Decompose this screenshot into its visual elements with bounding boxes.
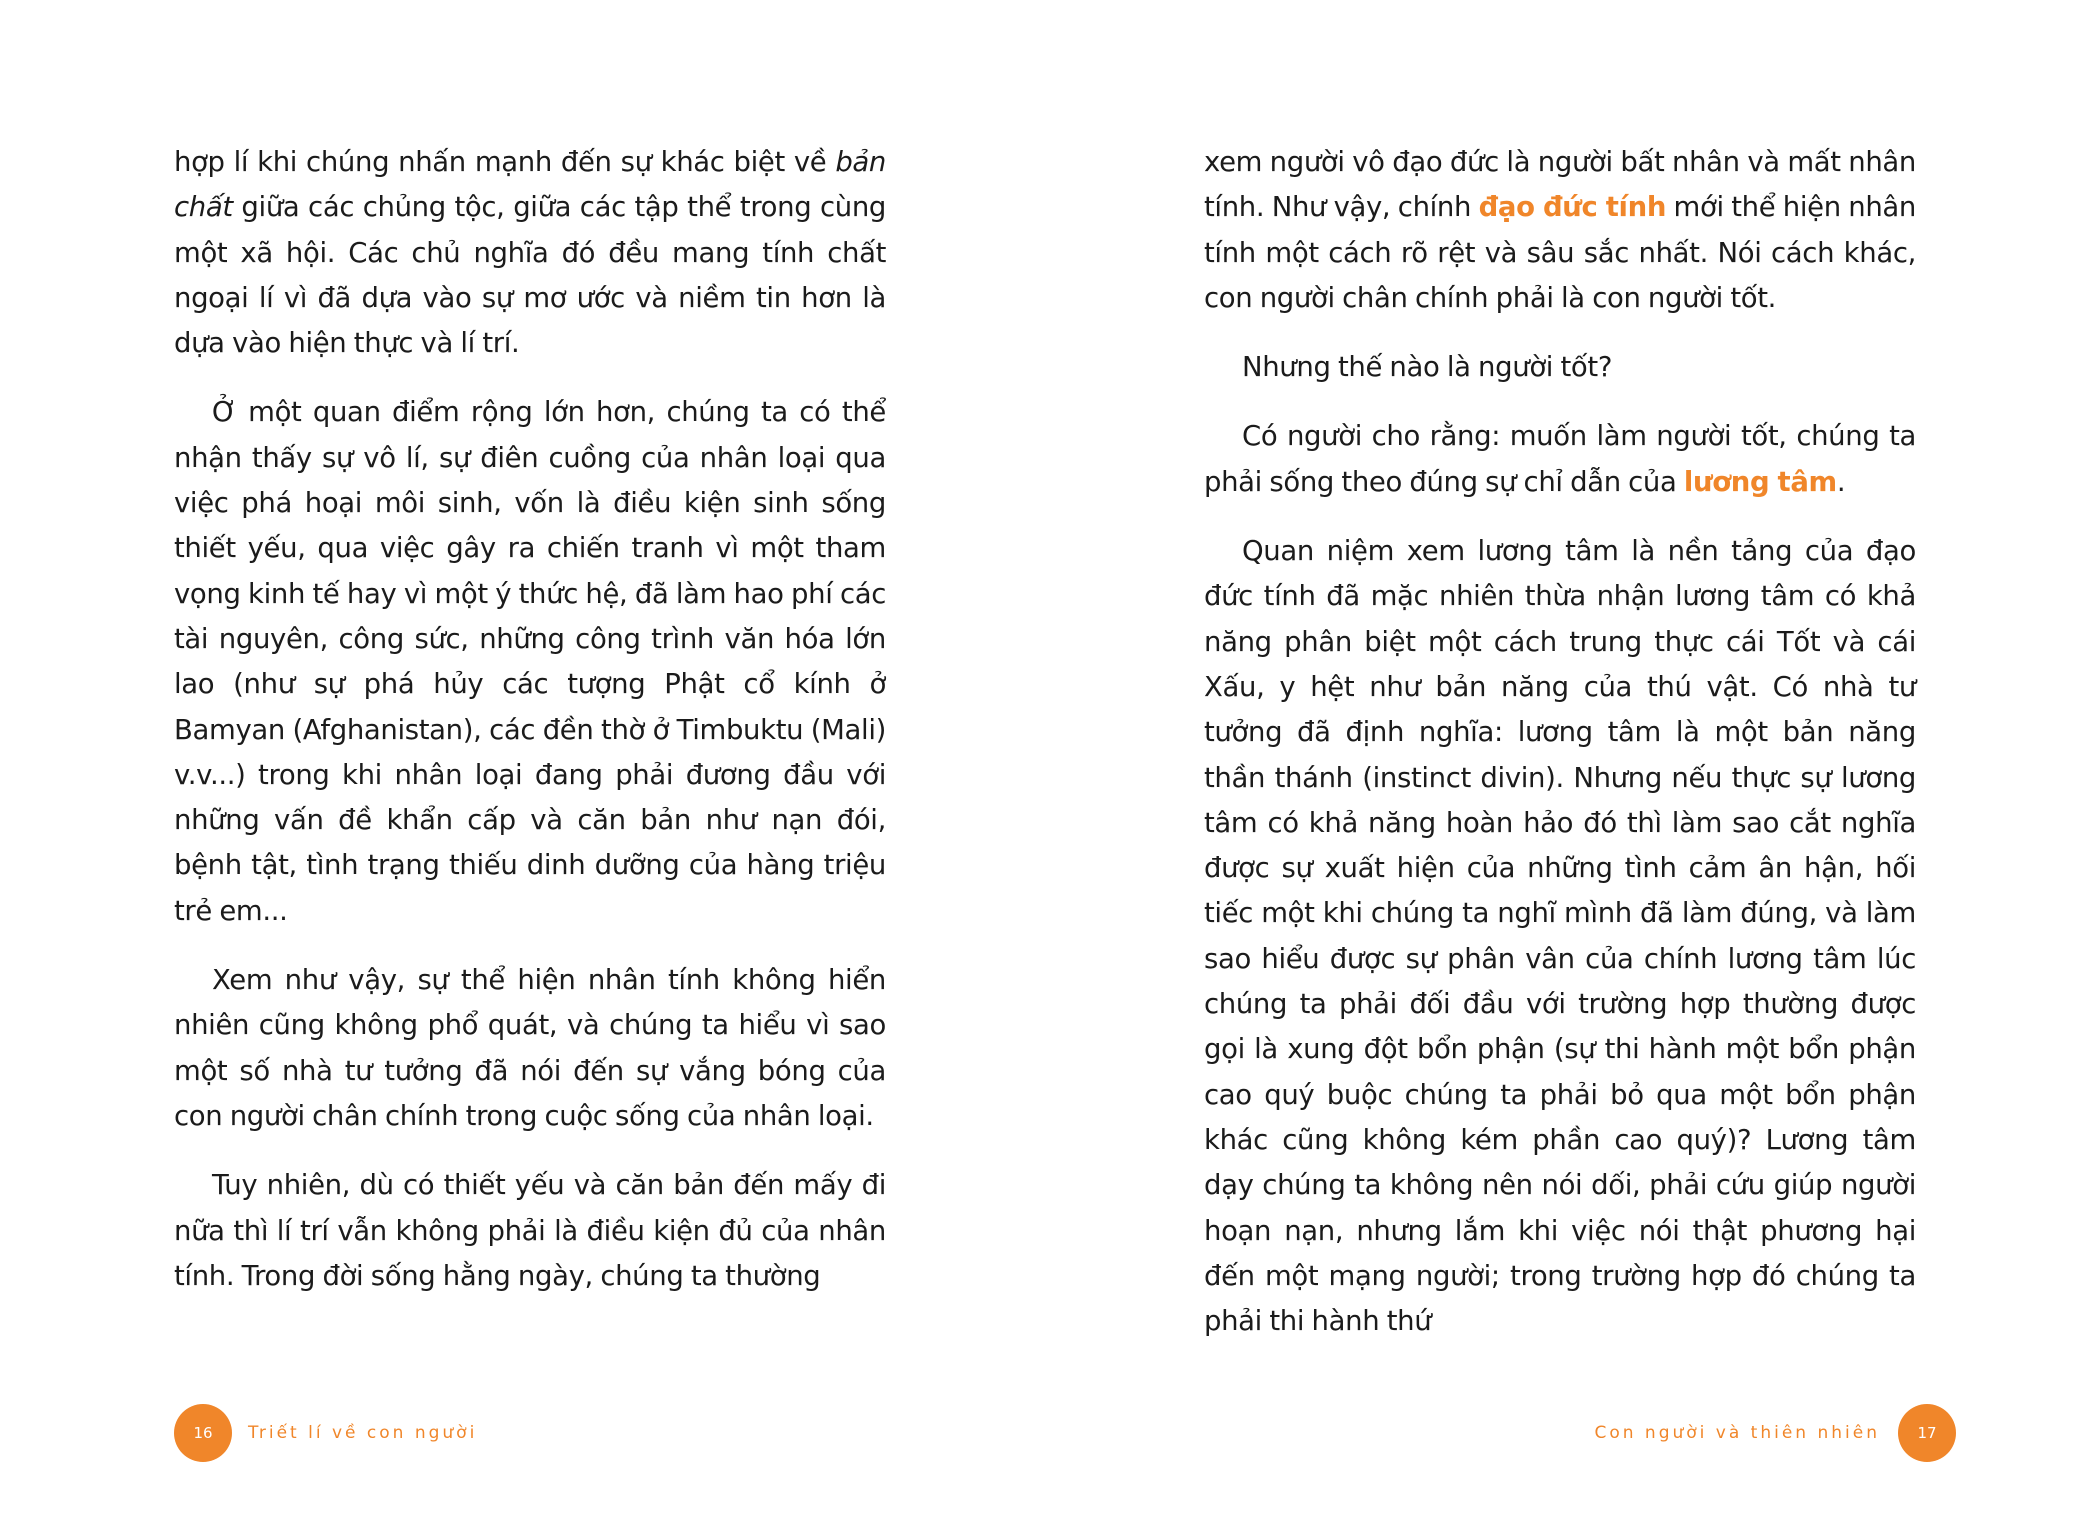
highlighted-term: đạo đức tính	[1478, 191, 1667, 224]
paragraph: Tuy nhiên, dù có thiết yếu và căn bản đến mấy đi nữa thì lí trí vẫn không phải là điều kiện đủ của nhân tính. Trong đời sống hằng ngày, chúng ta thường	[174, 1169, 886, 1292]
text-run: giữa các chủng tộc, giữa các tập thể trong cùng một xã hội. Các chủ nghĩa đó đều mang tính chất ngoại lí vì đã dựa vào sự mơ ước và niềm tin hơn là dựa vào hiện thực và lí trí.	[174, 191, 886, 360]
running-title: Con người và thiên nhiên	[1594, 1423, 1880, 1443]
paragraph: Xem như vậy, sự thể hiện nhân tính không hiển nhiên cũng không phổ quát, và chúng ta hiểu vì sao một số nhà tư tưởng đã nói đến sự vắng bóng của con người chân chính trong cuộc sống của nhân loại.	[174, 964, 886, 1132]
paragraph: Quan niệm xem lương tâm là nền tảng của đạo đức tính đã mặc nhiên thừa nhận lương tâm có khả năng phân biệt một cách trung thực cái Tốt và cái Xấu, y hệt như bản năng của thú vật. Có nhà tư tưởng đã định nghĩa: lương tâm là một bản năng thần thánh (instinct divin). Nhưng nếu thực sự lương tâm có khả năng hoàn hảo đó thì làm sao cắt nghĩa được sự xuất hiện của những tình cảm ân hận, hối tiếc một khi chúng ta nghĩ mình đã làm đúng, và làm sao hiểu được sự phân vân của chính lương tâm lúc chúng ta phải đối đầu với trường hợp thường được gọi là xung đột bổn phận (sự thi hành một bổn phận cao quý buộc chúng ta phải bỏ qua một bổn phận khác cũng không kém phần cao quý)? Lương tâm dạy chúng ta không nên nói dối, phải cứu giúp người hoạn nạn, nhưng lắm khi việc nói thật phương hại đến một mạng người; trong trường hợp đó chúng ta phải thi hành thứ	[1204, 535, 1916, 1338]
text-run: mới thể hiện nhân tính một cách rõ rệt và sâu sắc nhất. Nói cách khác, con người chân chính phải là con người tốt.	[1204, 191, 1917, 314]
paragraph: Nhưng thế nào là người tốt?	[1242, 351, 1613, 384]
page-number-badge: 17	[1898, 1404, 1956, 1462]
text-run: hợp lí khi chúng nhấn mạnh đến sự khác biệt về	[174, 146, 836, 178]
left-page	[0, 0, 1039, 1528]
running-title: Triết lí về con người	[248, 1423, 478, 1443]
paragraph	[1204, 140, 1916, 321]
right-page-footer	[1594, 1404, 1956, 1462]
right-page	[1040, 0, 2079, 1528]
emphasis-text: bản chất	[174, 146, 886, 224]
text-run: Có người cho rằng: muốn làm người tốt, chúng ta phải sống theo đúng sự chỉ dẫn của	[1204, 420, 1916, 498]
paragraph	[174, 140, 886, 366]
page-number-badge: 16	[174, 1404, 232, 1462]
text-run: xem người vô đạo đức là người bất nhân và mất nhân tính. Như vậy, chính	[1204, 146, 1916, 224]
left-page-body	[174, 140, 886, 1323]
paragraph	[1204, 414, 1916, 505]
paragraph: Ở một quan điểm rộng lớn hơn, chúng ta có thể nhận thấy sự vô lí, sự điên cuồng của nhân loại qua việc phá hoại môi sinh, vốn là điều kiện sinh sống thiết yếu, qua việc gây ra chiến tranh vì một tham vọng kinh tế hay vì một ý thức hệ, đã làm hao phí các tài nguyên, công sức, những công trình văn hóa lớn lao (như sự phá hủy các tượng Phật cổ kính ở Bamyan (Afghanistan), các đền thờ ở Timbuktu (Mali) v.v...) trong khi nhân loại đang phải đương đầu với những vấn đề khẩn cấp và căn bản như nạn đói, bệnh tật, tình trạng thiếu dinh dưỡng của hàng triệu trẻ em...	[174, 396, 886, 927]
right-page-body	[1204, 140, 1916, 1368]
highlighted-term: lương tâm	[1683, 465, 1837, 498]
left-page-footer	[174, 1404, 477, 1462]
text-run: .	[1836, 465, 1846, 498]
